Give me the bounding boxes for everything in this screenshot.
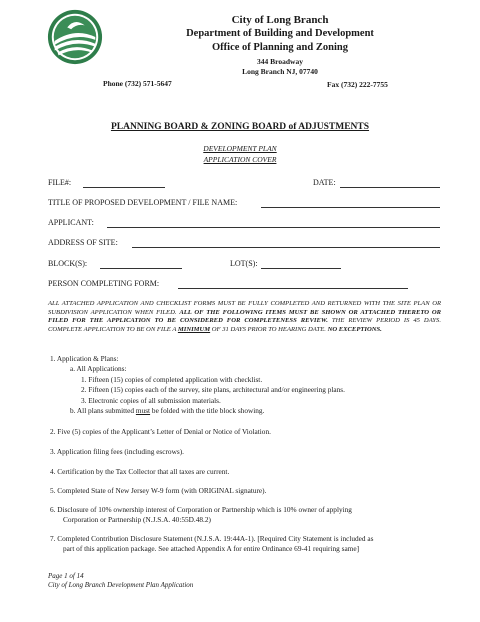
header-department: Department of Building and Development (186, 28, 374, 39)
footer-page-number: Page 1 of 14 (48, 572, 84, 580)
item-7-line-2: part of this application package. See attached Appendix A for entire Ordinance 69-41 requiring same] (63, 544, 360, 553)
header-phone: Phone (732) 571-5647 (103, 79, 172, 88)
address-input-line[interactable] (132, 247, 440, 248)
item-1b-post: be folded with the title block showing. (151, 406, 265, 415)
block-label: BLOCK(S): (48, 259, 88, 268)
item-1a-3: 3. Electronic copies of all submission materials. (81, 396, 221, 405)
applicant-input-line[interactable] (107, 227, 440, 228)
notice-no-exceptions: NO EXCEPTIONS. (327, 325, 382, 333)
header-fax: Fax (732) 222-7755 (327, 80, 388, 89)
item-1a-1: 1. Fifteen (15) copies of completed application with checklist. (81, 375, 263, 384)
address-label: ADDRESS OF SITE: (48, 238, 118, 247)
notice-part-5: OF 31 DAYS PRIOR TO HEARING DATE. (211, 325, 326, 333)
date-input-line[interactable] (340, 187, 440, 188)
notice-part-1: ALL ATTACHED APPLICATION AND CHECKLIST FORMS MUST BE FULLY COMPLETED AND RETURNED WITH THE SITE PLAN OR SUBDIVISION APPLICATION WHEN FILED. (48, 300, 441, 316)
item-1b-must: must (135, 406, 151, 415)
dev-title-label: TITLE OF PROPOSED DEVELOPMENT / FILE NAME: (48, 198, 238, 207)
form-title: PLANNING BOARD & ZONING BOARD of ADJUSTMENTS (110, 122, 370, 132)
item-5: 5. Completed State of New Jersey W-9 form (with ORIGINAL signature). (50, 486, 267, 495)
person-input-line[interactable] (178, 288, 408, 289)
item-1b-pre: b. All plans submitted (70, 406, 135, 415)
notice-minimum: MINIMUM (177, 325, 211, 333)
item-1a: a. All Applications: (70, 364, 127, 373)
header-city: City of Long Branch (231, 14, 329, 26)
lot-label: LOT(S): (230, 259, 258, 268)
header-office: Office of Planning and Zoning (212, 42, 348, 53)
item-6-line-1: 6. Disclosure of 10% ownership interest of Corporation or Partnership which is 10% owner of applying (50, 505, 352, 514)
footer-document-name: City of Long Branch Development Plan Application (48, 581, 194, 589)
form-subtitle-1: DEVELOPMENT PLAN (203, 144, 277, 153)
form-subtitle-2: APPLICATION COVER (203, 155, 277, 164)
file-label: FILE#: (48, 178, 72, 187)
item-4: 4. Certification by the Tax Collector that all taxes are current. (50, 467, 230, 476)
applicant-label: APPLICANT: (48, 218, 94, 227)
item-1a-2: 2. Fifteen (15) copies each of the survey, site plans, architectural and/or engineering plans. (81, 385, 345, 394)
notice-part-2: ALL OF THE FOLLOWING ITEMS MUST BE SHOWN OR ATTACHED THERETO OR FILED FOR THE APPLICATION TO BE CONSIDERED FOR COMPLETENESS REVIEW. (48, 308, 442, 325)
file-input-line[interactable] (83, 187, 165, 188)
lot-input-line[interactable] (261, 268, 341, 269)
header-citystate: Long Branch NJ, 07740 (242, 67, 318, 76)
item-7-line-1: 7. Completed Contribution Disclosure Statement (N.J.S.A. 19:44A-1). [Required City Statement is included as (50, 534, 374, 543)
block-input-line[interactable] (100, 268, 182, 269)
header-street: 344 Broadway (257, 57, 303, 66)
item-1b (70, 406, 264, 416)
item-3: 3. Application filing fees (including escrows). (50, 447, 184, 456)
item-6-line-2: Corporation or Partnership (N.J.S.A. 40:55D.48.2) (63, 515, 211, 524)
person-label: PERSON COMPLETING FORM: (48, 279, 160, 288)
notice-part-3: THE REVIEW PERIOD IS 45 DAYS. COMPLETE APPLICATION TO BE ON FILE A (48, 317, 441, 333)
date-label: DATE: (313, 178, 336, 187)
item-1: 1. Application & Plans: (50, 354, 119, 363)
item-2: 2. Five (5) copies of the Applicant’s Letter of Denial or Notice of Violation. (50, 427, 271, 436)
instructions-notice (48, 300, 441, 334)
dev-title-input-line[interactable] (261, 207, 440, 208)
